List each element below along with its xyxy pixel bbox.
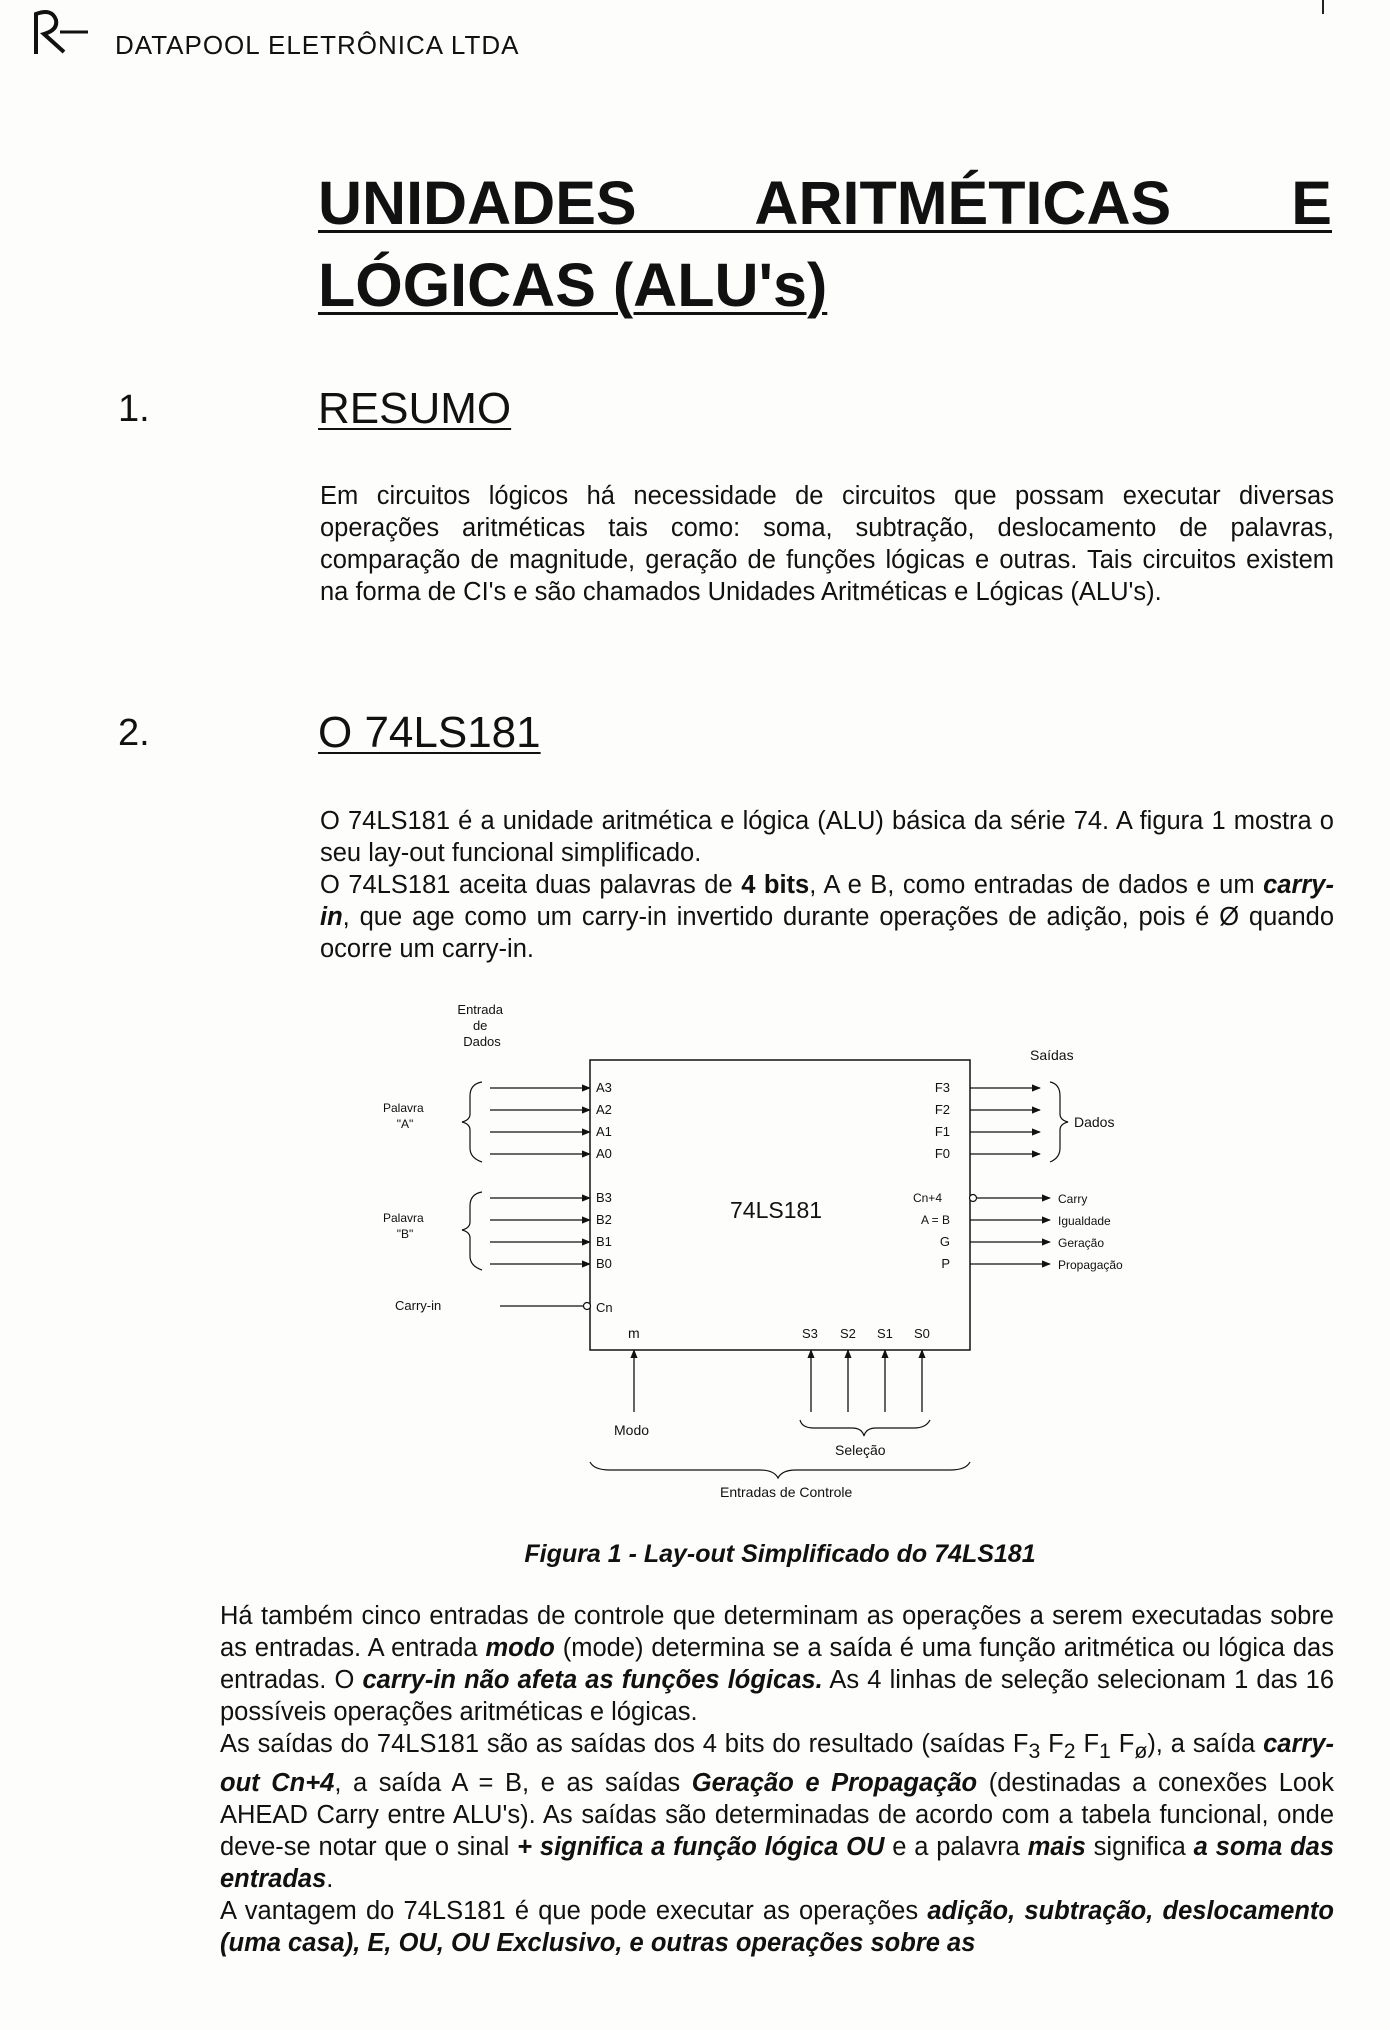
data-out-label: Dados xyxy=(1074,1114,1115,1130)
alu-block-diagram xyxy=(382,1000,1190,1500)
carry-in-bubble xyxy=(584,1303,591,1310)
pin-s3: S3 xyxy=(802,1326,818,1341)
pin-g: G xyxy=(939,1234,950,1249)
section-2-number: 2. xyxy=(118,712,150,754)
pin-aeqb: A = B xyxy=(920,1213,950,1227)
word-b-brace xyxy=(462,1192,482,1270)
title-line-1: UNIDADES ARITMÉTICAS E xyxy=(318,169,1332,237)
pin-b1: B1 xyxy=(596,1234,612,1249)
title-line-2: LÓGICAS (ALU's) xyxy=(318,251,828,319)
word-b-label: Palavra "B" xyxy=(382,1211,424,1241)
chip-name: 74LS181 xyxy=(730,1197,823,1223)
body-paragraphs xyxy=(220,1600,1334,1959)
cn4-bubble xyxy=(970,1195,977,1202)
section-1-paragraph xyxy=(320,480,1334,608)
pin-a2: A2 xyxy=(596,1102,612,1117)
company-logo xyxy=(30,6,90,56)
pin-p: P xyxy=(941,1256,950,1271)
pin-f0: F0 xyxy=(934,1146,950,1161)
section-1-number: 1. xyxy=(118,388,150,430)
pin-f3: F3 xyxy=(934,1080,950,1095)
status-carry: Carry xyxy=(1058,1192,1088,1206)
status-igualdade: Igualdade xyxy=(1058,1214,1111,1228)
word-a-label: Palavra "A" xyxy=(382,1101,424,1131)
pin-cn4: Cn+4 xyxy=(912,1191,942,1205)
control-brace xyxy=(590,1462,970,1478)
section-1-heading: RESUMO xyxy=(318,384,512,433)
control-inputs-paragraph: Há também cinco entradas de controle que determinam as operações a serem executadas sobre as entradas. A entrada modo (mode) determina se a saída é uma função aritmética ou lógica das entradas. O carry-in não afeta as funções lógicas. As 4 linhas de seleção selecionam 1 das 16 possíveis operações aritméticas e lógicas. xyxy=(220,1602,1335,1726)
pin-cn: Cn xyxy=(596,1300,613,1315)
pin-b2: B2 xyxy=(596,1212,612,1227)
status-geracao: Geração xyxy=(1058,1236,1105,1250)
section-2-paragraphs xyxy=(320,805,1334,965)
word-a-brace xyxy=(462,1082,482,1162)
pin-f1: F1 xyxy=(934,1124,950,1139)
pin-s1: S1 xyxy=(877,1326,893,1341)
pin-a0: A0 xyxy=(596,1146,612,1161)
outputs-paragraph: As saídas do 74LS181 são as saídas dos 4 bits do resultado (saídas $F_3$ $F_2$ $F_1$ $F_ø$), a saída carry-out Cn+4, a saída A = B, e as saídas Geração e Propagação (destinadas a conexões Look AHEAD Carry entre ALU's). As saídas são determinadas de acordo com a tabela funcional, onde deve-se notar que o sinal + significa a função lógica OU e a palavra mais significa a soma das entradas. xyxy=(220,1730,1335,1894)
pin-s0: S0 xyxy=(914,1326,930,1341)
figure-caption: Figura 1 - Lay-out Simplificado do 74LS181 xyxy=(524,1540,1036,1568)
inputs-paragraph: O 74LS181 aceita duas palavras de 4 bits, A e B, como entradas de dados e um carry-in, que age como um carry-in invertido durante operações de adição, pois é Ø quando ocorre um carry-in. xyxy=(320,871,1334,963)
outputs-label: Saídas xyxy=(1030,1047,1074,1063)
data-out-brace xyxy=(1050,1082,1068,1162)
section-2-heading: O 74LS181 xyxy=(318,708,541,757)
pin-s2: S2 xyxy=(840,1326,856,1341)
pin-f2: F2 xyxy=(934,1102,950,1117)
advantage-paragraph: A vantagem do 74LS181 é que pode executar as operações adição, subtração, deslocamento (uma casa), E, OU, OU Exclusivo, e outras operações sobre as xyxy=(220,1897,1334,1958)
resumo-text: Em circuitos lógicos há necessidade de circuitos que possam executar diversas operações aritméticas tais como: soma, subtração, deslocamento de palavras, comparação de magnitude, geração de funções lógicas e outras. Tais circuitos existem na forma de CI's e são chamados Unidades Aritméticas e Lógicas (ALU's). xyxy=(320,482,1334,606)
pin-a3: A3 xyxy=(596,1080,612,1095)
page-title xyxy=(318,162,1332,326)
intro-paragraph: O 74LS181 é a unidade aritmética e lógica (ALU) básica da série 74. A figura 1 mostra o seu lay-out funcional simplificado. xyxy=(320,807,1334,867)
pin-b3: B3 xyxy=(596,1190,612,1205)
pin-b0: B0 xyxy=(596,1256,612,1271)
status-propagacao: Propagação xyxy=(1058,1258,1123,1272)
pin-a1: A1 xyxy=(596,1124,612,1139)
mode-label: Modo xyxy=(614,1422,650,1438)
carry-in-label: Carry-in xyxy=(395,1298,442,1313)
page-edge-mark xyxy=(1322,0,1324,14)
select-label: Seleção xyxy=(835,1442,886,1458)
control-label: Entradas de Controle xyxy=(720,1484,853,1500)
select-brace xyxy=(800,1420,930,1436)
data-input-label: Entrada de Dados xyxy=(457,1002,503,1049)
pin-m: m xyxy=(628,1325,640,1341)
company-name: DATAPOOL ELETRÔNICA LTDA xyxy=(115,30,520,60)
